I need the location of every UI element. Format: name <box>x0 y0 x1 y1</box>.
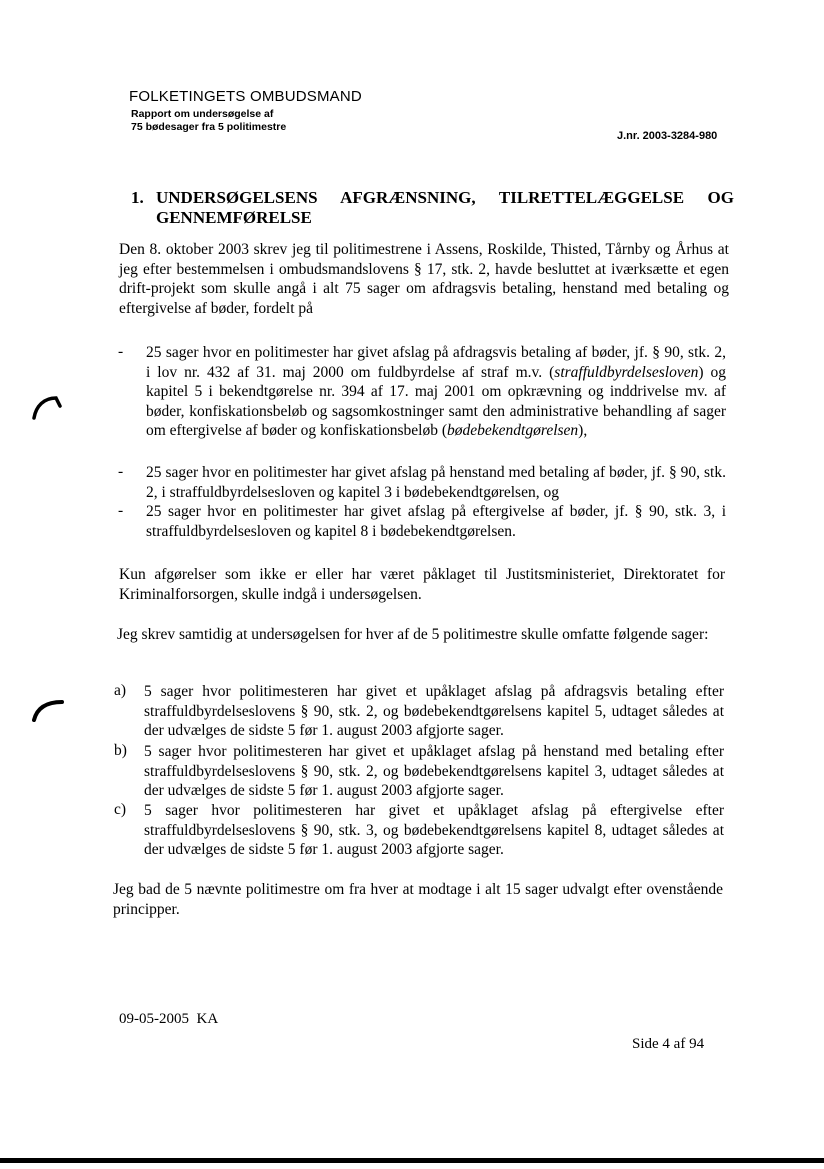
item-label-c: c) <box>114 801 127 818</box>
organization-name: FOLKETINGETS OMBUDSMAND <box>129 88 362 105</box>
item-label-a: a) <box>114 682 127 699</box>
list-item-a: 5 sager hvor politimesteren har givet et upåklaget afslag på afdragsvis betaling efter straffuldbyrdelseslovens § 90, stk. 2, og bødebekendtgørelsens kapitel 5, udtaget således at der udvælges de sidste 5 før 1. august 2003 afgjorte sager. <box>144 683 724 739</box>
list-item-b: 5 sager hvor politimesteren har givet et upåklaget afslag på henstand med betaling efter straffuldbyrdelseslovens § 90, stk. 2, og bødebekendtgørelsens kapitel 3, udtaget således at der udvælges de sidste 5 før 1. august 2003 afgjorte sager. <box>144 743 724 799</box>
section-title: UNDERSØGELSENS AFGRÆNSNING, TILRETTELÆGGELSE OG GENNEMFØRELSE <box>156 188 734 227</box>
section-number: 1. <box>131 188 144 207</box>
report-title-line-1: Rapport om undersøgelse af <box>131 108 274 120</box>
paragraph-request: Jeg bad de 5 nævnte politimestre om fra hver at modtage i alt 15 sager udvalgt efter ovenstående principper. <box>113 881 723 918</box>
margin-mark-icon <box>30 392 66 422</box>
paragraph-intro: Den 8. oktober 2003 skrev jeg til politimestrene i Assens, Roskilde, Thisted, Tårnby og Århus at jeg efter bestemmelsen i ombudsmandslovens § 17, stk. 2, havde besluttet at iværksætte et egen drift-projekt som skulle angå i alt 75 sager om afdragsvis betaling, henstand med betaling og eftergivelse af bøder, fordelt på <box>119 241 729 317</box>
journal-number: J.nr. 2003-3284-980 <box>617 130 718 142</box>
bullet-item-2: 25 sager hvor en politimester har givet afslag på henstand med betaling af bøder, jf. § 90, stk. 2, i straffuldbyrdelsesloven og kapitel 3 i bødebekendtgørelsen, og <box>146 464 726 501</box>
page-number: Side 4 af 94 <box>632 1036 705 1052</box>
paragraph-cases: Jeg skrev samtidig at undersøgelsen for hver af de 5 politimestre skulle omfatte følgende sager: <box>117 626 709 643</box>
bullet-item-3: 25 sager hvor en politimester har givet afslag på eftergivelse af bøder, jf. § 90, stk. 3, i straffuldbyrdelsesloven og kapitel 8 i bødebekendtgørelsen. <box>146 503 726 540</box>
paragraph-scope: Kun afgørelser som ikke er eller har været påklaget til Justitsministeriet, Direktoratet for Kriminalforsorgen, skulle indgå i undersøgelsen. <box>119 566 725 603</box>
bullet-item-1: 25 sager hvor en politimester har givet afslag på afdragsvis betaling af bøder, jf. § 90, stk. 2, i lov nr. 432 af 31. maj 2000 om fuldbyrdelse af straf m.v. (straffuldbyrdelsesloven) og kapitel 5 i bekendtgørelse nr. 394 af 17. maj 2001 om opkrævning og inddrivelse mv. af bøder, konfiskationsbeløb og sagsomkostninger samt den administrative behandling af sager om eftergivelse af bøder og konfiskationsbeløb (bødebekendtgørelsen), <box>146 344 727 439</box>
bullet-dash: - <box>118 463 124 480</box>
footer-initials: KA <box>196 1011 219 1027</box>
margin-mark-icon <box>30 696 70 726</box>
bullet-dash: - <box>118 502 124 519</box>
report-title-line-2: 75 bødesager fra 5 politimestre <box>131 121 287 133</box>
footer-date: 09-05-2005 KA <box>119 1011 219 1027</box>
list-item-c: 5 sager hvor politimesteren har givet et upåklaget afslag på eftergivelse efter straffuldbyrdelseslovens § 90, stk. 3, og bødebekendtgørelsens kapitel 8, udtaget således at der udvælges de sidste 5 før 1. august 2003 afgjorte sager. <box>144 802 724 858</box>
bullet-dash: - <box>118 343 124 360</box>
item-label-b: b) <box>114 742 127 759</box>
bottom-divider <box>0 1158 824 1163</box>
